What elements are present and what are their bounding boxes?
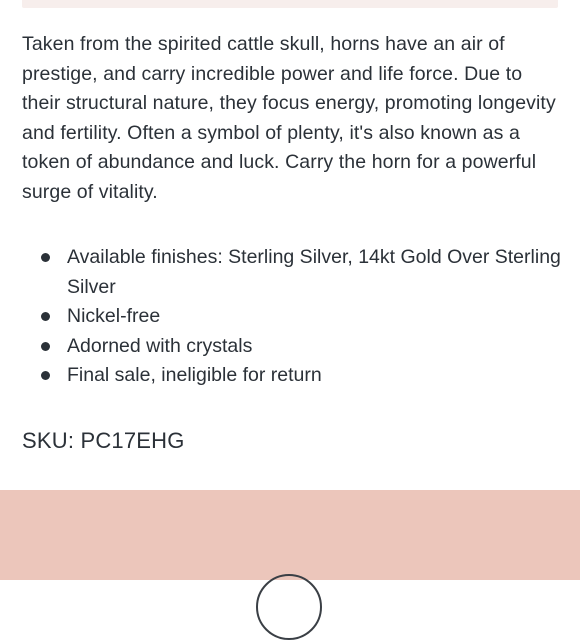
product-description: Taken from the spirited cattle skull, horns have an air of prestige, and carry incredible power and life force. Due to their structural nature, they focus energy, promoting longevity and fertility. Often a symbol of plenty, it's also known as a token of abundance and luck. Carry the horn for a powerful surge of vitality. bbox=[22, 33, 556, 203]
top-panel bbox=[22, 0, 558, 8]
feature-list bbox=[22, 243, 562, 391]
feature-item-final-sale bbox=[22, 361, 562, 391]
bullet-icon bbox=[41, 342, 50, 351]
feature-text: Available finishes: Sterling Silver, 14kt Gold Over Sterling Silver bbox=[67, 246, 561, 298]
feature-text: Nickel-free bbox=[67, 305, 161, 327]
feature-text: Adorned with crystals bbox=[67, 334, 253, 357]
footer-band bbox=[0, 490, 580, 580]
circle-outline-icon[interactable] bbox=[256, 574, 322, 640]
bullet-icon bbox=[41, 253, 50, 262]
feature-item-crystals bbox=[22, 332, 562, 362]
product-sku: SKU: PC17EHG bbox=[22, 428, 185, 453]
bullet-icon bbox=[41, 312, 50, 321]
feature-text: Final sale, ineligible for return bbox=[67, 364, 322, 386]
feature-item-nickel-free bbox=[22, 302, 562, 332]
feature-item-finishes bbox=[22, 243, 562, 302]
bullet-icon bbox=[41, 371, 50, 380]
